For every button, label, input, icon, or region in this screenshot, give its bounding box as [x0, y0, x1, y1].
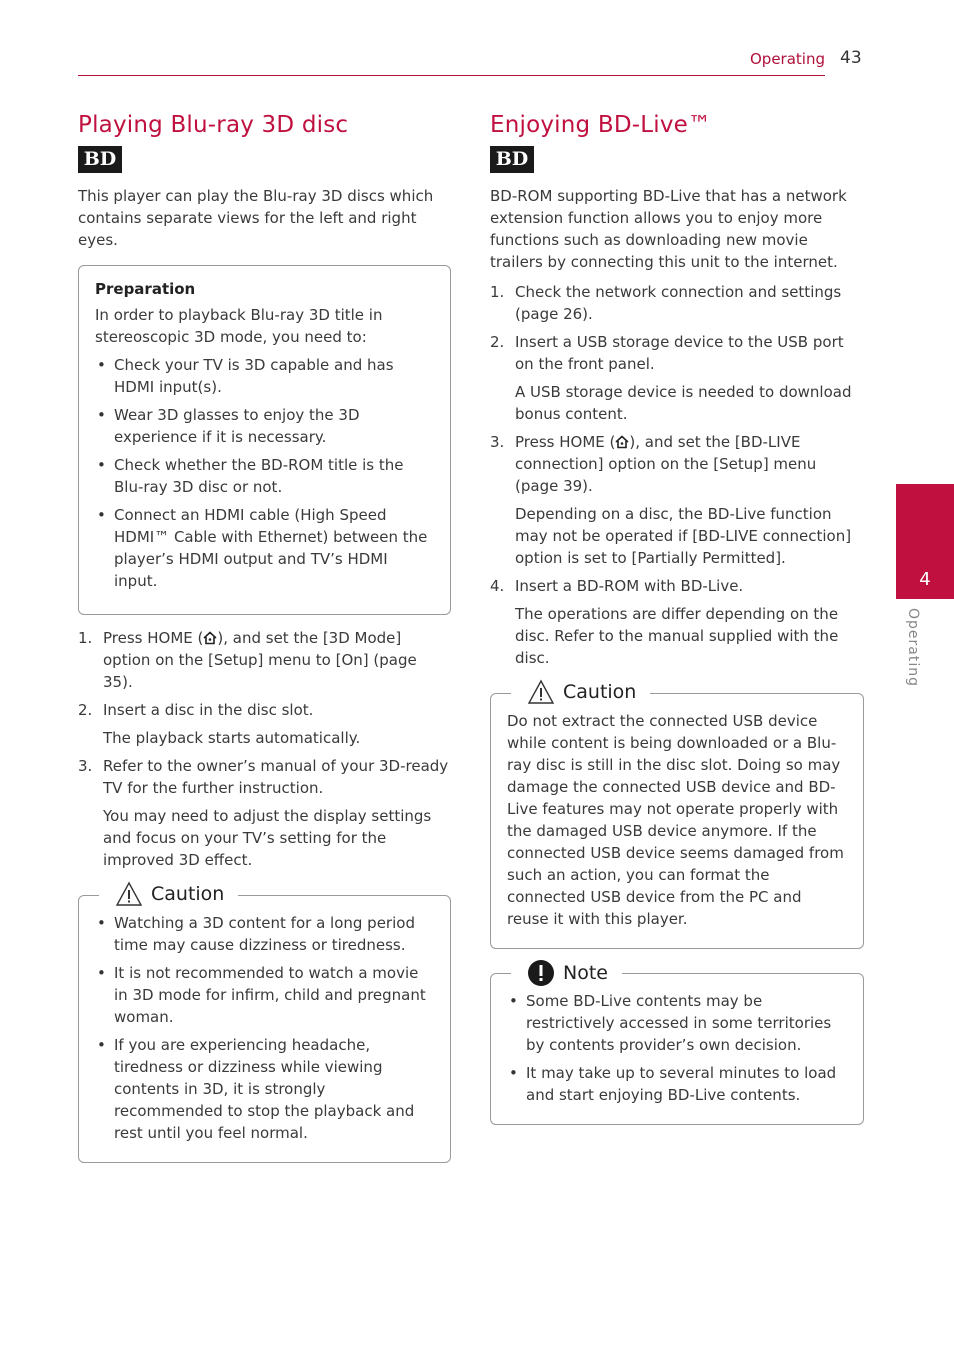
caution-title: Caution [563, 681, 637, 703]
right-column [490, 112, 864, 1125]
step-subtext: The playback starts automatically. [103, 729, 361, 747]
step-text: Insert a USB storage device to the USB port on the front panel. [515, 333, 844, 373]
step-subtext: Depending on a disc, the BD-Live function may not be operated if [BD-LIVE connection] option is set to [Partially Permitted]. [515, 505, 852, 567]
bd-badge: BD [78, 146, 122, 173]
caution-item: • Watching a 3D content for a long period time may cause dizziness or tiredness. [95, 912, 434, 956]
step-item [490, 575, 864, 669]
preparation-item: • Check whether the BD-ROM title is the Blu-ray 3D disc or not. [95, 454, 434, 498]
chapter-number: 4 [919, 569, 931, 590]
step-text-pre: Press HOME ( [103, 629, 204, 647]
step-number: 3. [490, 433, 505, 451]
step-number: 2. [490, 333, 505, 351]
step-text: Insert a BD-ROM with BD-Live. [515, 577, 744, 595]
section-title-3d: Playing Blu-ray 3D disc [78, 112, 349, 138]
step-item [490, 431, 864, 569]
step-number: 3. [78, 757, 93, 775]
header-section: Operating [750, 50, 825, 68]
left-column [78, 112, 451, 1163]
caution-item: • It is not recommended to watch a movie in 3D mode for infirm, child and pregnant woman. [95, 962, 434, 1028]
step-number: 2. [78, 701, 93, 719]
step-text: Refer to the owner’s manual of your 3D-ready TV for the further instruction. [103, 757, 449, 797]
home-icon [615, 435, 629, 449]
preparation-text: In order to playback Blu-ray 3D title in stereoscopic 3D mode, you need to: [95, 306, 383, 346]
step-item [490, 281, 864, 325]
note-title: Note [563, 962, 608, 984]
intro-text: This player can play the Blu-ray 3D discs which contains separate views for the left and right eyes. [78, 187, 434, 249]
step-text-post: ), and set the [3D Mode] option on the [Setup] menu to [On] (page 35). [103, 629, 417, 691]
note-item: • Some BD-Live contents may be restrictively accessed in some territories by contents provider’s own decision. [507, 990, 847, 1056]
step-number: 1. [490, 283, 505, 301]
preparation-item: • Wear 3D glasses to enjoy the 3D experience if it is necessary. [95, 404, 434, 448]
page-header [78, 48, 825, 76]
caution-item: • If you are experiencing headache, tiredness or dizziness while viewing contents in 3D, it is strongly recommended to stop the playback and rest until you feel normal. [95, 1034, 434, 1144]
step-number: 4. [490, 577, 505, 595]
bd-badge: BD [490, 146, 534, 173]
caution-box-3d [78, 883, 451, 1163]
step-item [78, 755, 451, 871]
caution-text: Do not extract the connected USB device while content is being downloaded or a Blu-ray disc is still in the disc slot. Doing so may damage the connected USB device and BD-Live features may not operate properly with the damaged USB device anymore. If the connected USB device seems damaged from such an action, you can format the connected USB device from the PC and reuse it with this player. [507, 712, 844, 928]
section-title-bdlive: Enjoying BD-Live™ [490, 112, 712, 138]
intro-text: BD-ROM supporting BD-Live that has a network extension function allows you to enjoy more functions such as downloading new movie trailers by connecting this unit to the internet. [490, 187, 847, 271]
home-icon [203, 631, 217, 645]
caution-box-bdlive [490, 681, 864, 949]
note-item: • It may take up to several minutes to load and start enjoying BD-Live contents. [507, 1062, 847, 1106]
caution-title: Caution [151, 883, 225, 905]
caution-heading [511, 679, 650, 705]
preparation-title: Preparation [95, 280, 196, 298]
chapter-tab-label: Operating [905, 608, 921, 687]
step-item [78, 699, 451, 749]
step-subtext: The operations are differ depending on the disc. Refer to the manual supplied with the disc. [515, 605, 839, 667]
step-text-post: ), and set the [BD-LIVE connection] option on the [Setup] menu (page 39). [515, 433, 817, 495]
step-text: Insert a disc in the disc slot. [103, 701, 314, 719]
step-subtext: A USB storage device is needed to download bonus content. [515, 383, 852, 423]
step-item [490, 331, 864, 425]
step-text-pre: Press HOME ( [515, 433, 616, 451]
note-heading [511, 959, 622, 987]
step-text: Check the network connection and settings (page 26). [515, 283, 842, 323]
warning-icon [527, 679, 555, 705]
preparation-item: • Connect an HDMI cable (High Speed HDMI™ Cable with Ethernet) between the player’s HDMI output and TV’s HDMI input. [95, 504, 434, 592]
chapter-tab [896, 484, 954, 599]
step-item [78, 627, 451, 693]
page-number: 43 [840, 48, 862, 68]
exclamation-icon [527, 959, 555, 987]
preparation-item: • Check your TV is 3D capable and has HDMI input(s). [95, 354, 434, 398]
warning-icon [115, 881, 143, 907]
step-number: 1. [78, 629, 93, 647]
caution-heading [99, 881, 238, 907]
note-box [490, 962, 864, 1125]
step-subtext: You may need to adjust the display settings and focus on your TV’s setting for the improved 3D effect. [103, 807, 432, 869]
preparation-box [78, 265, 451, 615]
